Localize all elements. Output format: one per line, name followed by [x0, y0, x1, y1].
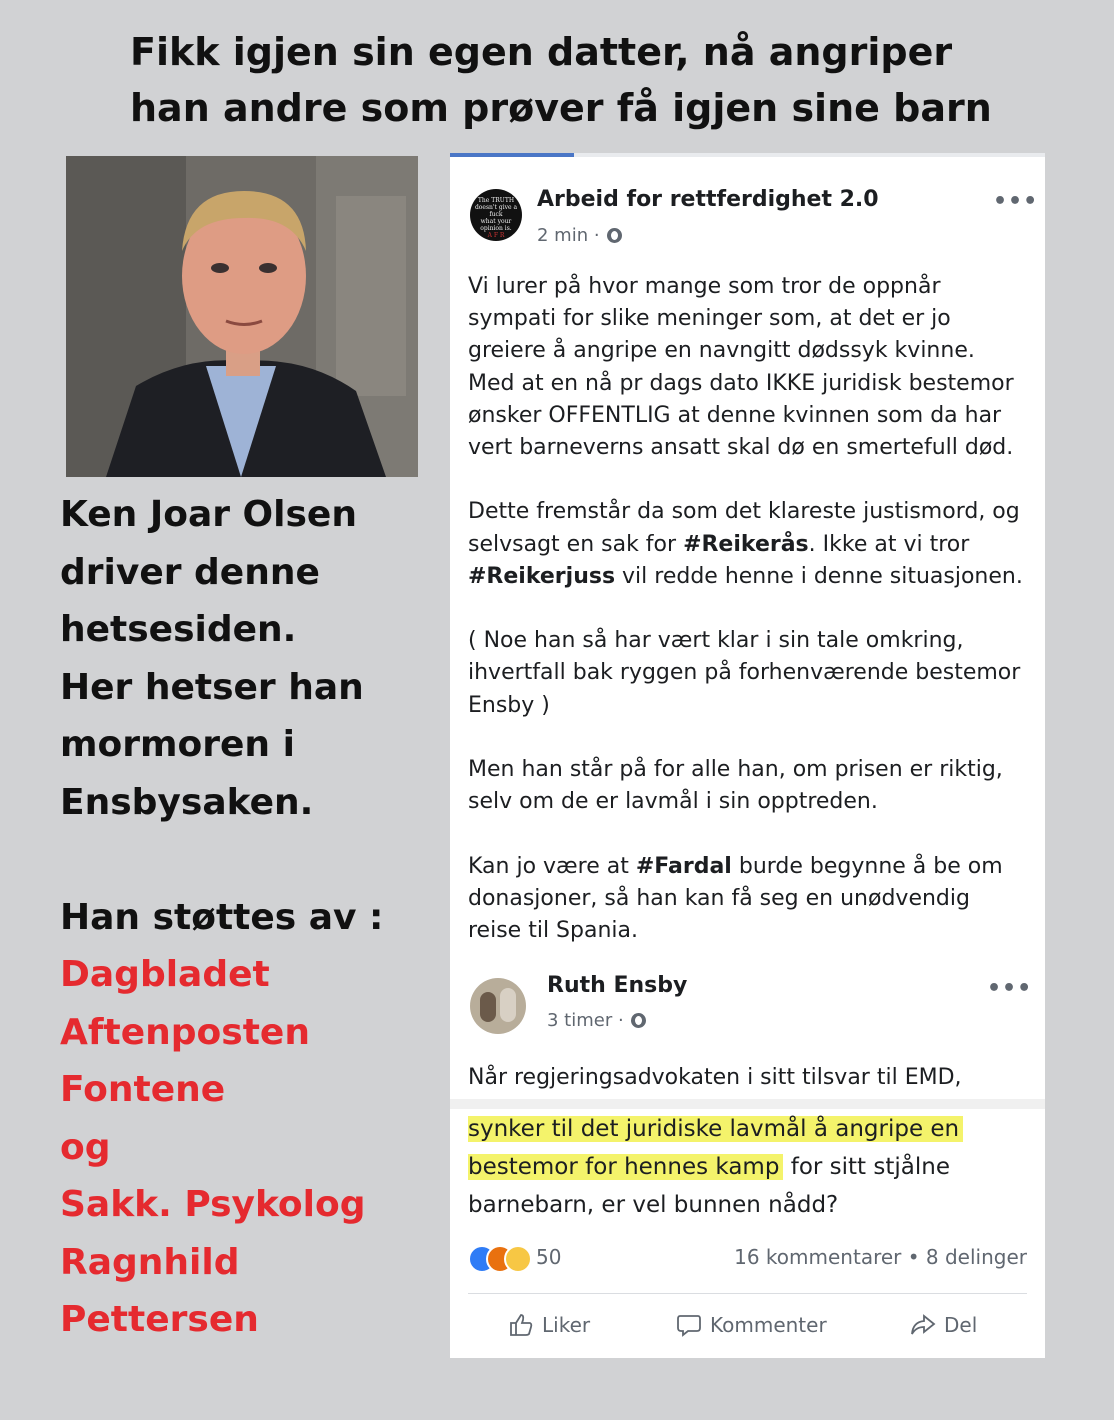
supporter: og: [60, 1126, 111, 1168]
sad-icon: [504, 1245, 532, 1273]
post-line: ihvertfall bak ryggen på forhenværende bestemor: [468, 660, 1021, 686]
hashtag-reikeras[interactable]: #Reikerås: [683, 531, 809, 557]
post-time[interactable]: 2 min ·: [537, 225, 606, 246]
commenter-avatar[interactable]: [470, 978, 526, 1034]
post-line: sympati for slike meninger som, at det er jo: [468, 306, 951, 332]
post-line: reise til Spania.: [468, 918, 638, 943]
divider: [468, 1293, 1027, 1294]
supporter: Dagbladet: [60, 954, 270, 995]
post-line: vert barneverns ansatt skal dø en smertefull død.: [468, 435, 1014, 461]
post-line: Kan jo være at #Fardal burde begynne å be om: [468, 853, 1003, 879]
comments-shares-count[interactable]: 16 kommentarer • 8 delinger: [734, 1245, 1027, 1269]
comment-line: Når regjeringsadvokaten i sitt tilsvar til EMD,: [468, 1065, 962, 1090]
post-line: donasjoner, så han kan få seg en unødvendig: [468, 885, 970, 911]
post-line: Vi lurer på hvor mange som tror de oppnår: [468, 274, 941, 299]
post-line: Ensby ): [468, 692, 550, 718]
supporter: Aftenposten: [60, 1011, 310, 1053]
active-tab-indicator: [450, 153, 574, 157]
comment-author-name[interactable]: Ruth Ensby: [547, 973, 688, 998]
post-line: greiere å angripe en navngitt dødssyk kvinne.: [468, 338, 975, 364]
page-avatar[interactable]: [470, 189, 522, 241]
caption-line: Ensbysaken.: [60, 781, 314, 823]
portrait-photo: [66, 156, 418, 477]
post-line: ( Noe han så har vært klar i sin tale omkring,: [468, 628, 964, 654]
post-body: [468, 271, 1033, 947]
support-label: Han støttes av :: [60, 896, 384, 938]
headline: [130, 24, 1090, 136]
reaction-count[interactable]: 50: [536, 1245, 562, 1269]
caption-line: hetsesiden.: [60, 609, 297, 650]
comment-continued: [468, 1110, 1038, 1224]
caption-line: mormoren i: [60, 724, 295, 765]
more-options-icon[interactable]: •••: [987, 976, 1033, 1001]
highlighted-text: synker til det juridiske lavmål å angripe en: [468, 1116, 963, 1142]
share-arrow-icon: [910, 1313, 936, 1337]
speech-bubble-icon: [676, 1313, 702, 1337]
post-line: selv om de er lavmål i sin opptreden.: [468, 789, 878, 815]
caption-line: Ken Joar Olsen: [60, 494, 357, 535]
supporter: Sakk. Psykolog: [60, 1184, 366, 1225]
comment-line: bestemor for hennes kamp for sitt stjålne: [468, 1154, 950, 1180]
supporter: Ragnhild: [60, 1241, 240, 1283]
comment-meta: [547, 1010, 646, 1031]
comment-time[interactable]: 3 timer ·: [547, 1010, 630, 1031]
action-bar: [450, 1313, 1045, 1353]
comment-button[interactable]: Kommenter: [676, 1313, 827, 1337]
avatar-brand: A F R: [487, 232, 505, 239]
avatar-text: The TRUTH doesn't give a fuck what your opinion is.: [474, 197, 518, 232]
supporter: Fontene: [60, 1069, 226, 1110]
post-line: ønsker OFFENTLIG at denne kvinnen som da har: [468, 402, 1002, 428]
post-author-name[interactable]: Arbeid for rettferdighet 2.0: [537, 187, 879, 212]
highlighted-text: bestemor for hennes kamp: [468, 1154, 783, 1180]
post-line: Dette fremstår da som det klareste justismord, og: [468, 499, 1020, 525]
post-meta: [537, 225, 622, 246]
comment-line: [468, 1110, 1038, 1148]
facebook-post: [450, 153, 1045, 1358]
headline-line-1: Fikk igjen sin egen datter, nå angriper: [130, 30, 953, 74]
screenshot-seam: [450, 1099, 1045, 1109]
post-line: selvsagt en sak for #Reikerås. Ikke at vi tror: [468, 531, 970, 557]
post-line: Med at en nå pr dags dato IKKE juridisk bestemor: [468, 370, 1014, 396]
post-line: Men han står på for alle han, om prisen er riktig,: [468, 757, 1003, 782]
hashtag-reikerjuss[interactable]: #Reikerjuss: [468, 563, 616, 589]
comment-line: barnebarn, er vel bunnen nådd?: [468, 1192, 839, 1218]
supporter: Pettersen: [60, 1299, 259, 1340]
more-options-icon[interactable]: •••: [993, 189, 1039, 214]
thumbs-up-icon: [508, 1313, 534, 1337]
globe-icon: [607, 228, 622, 243]
caption-line: driver denne: [60, 551, 320, 593]
headline-line-2: han andre som prøver få igjen sine barn: [130, 86, 992, 130]
globe-icon: [631, 1013, 646, 1028]
caption-line: Her hetser han: [60, 666, 364, 708]
post-line: #Reikerjuss vil redde henne i denne situasjonen.: [468, 563, 1023, 589]
caption: [60, 486, 430, 1349]
like-button[interactable]: Liker: [508, 1313, 590, 1337]
hashtag-fardal[interactable]: #Fardal: [635, 853, 732, 879]
share-button[interactable]: Del: [910, 1313, 977, 1337]
